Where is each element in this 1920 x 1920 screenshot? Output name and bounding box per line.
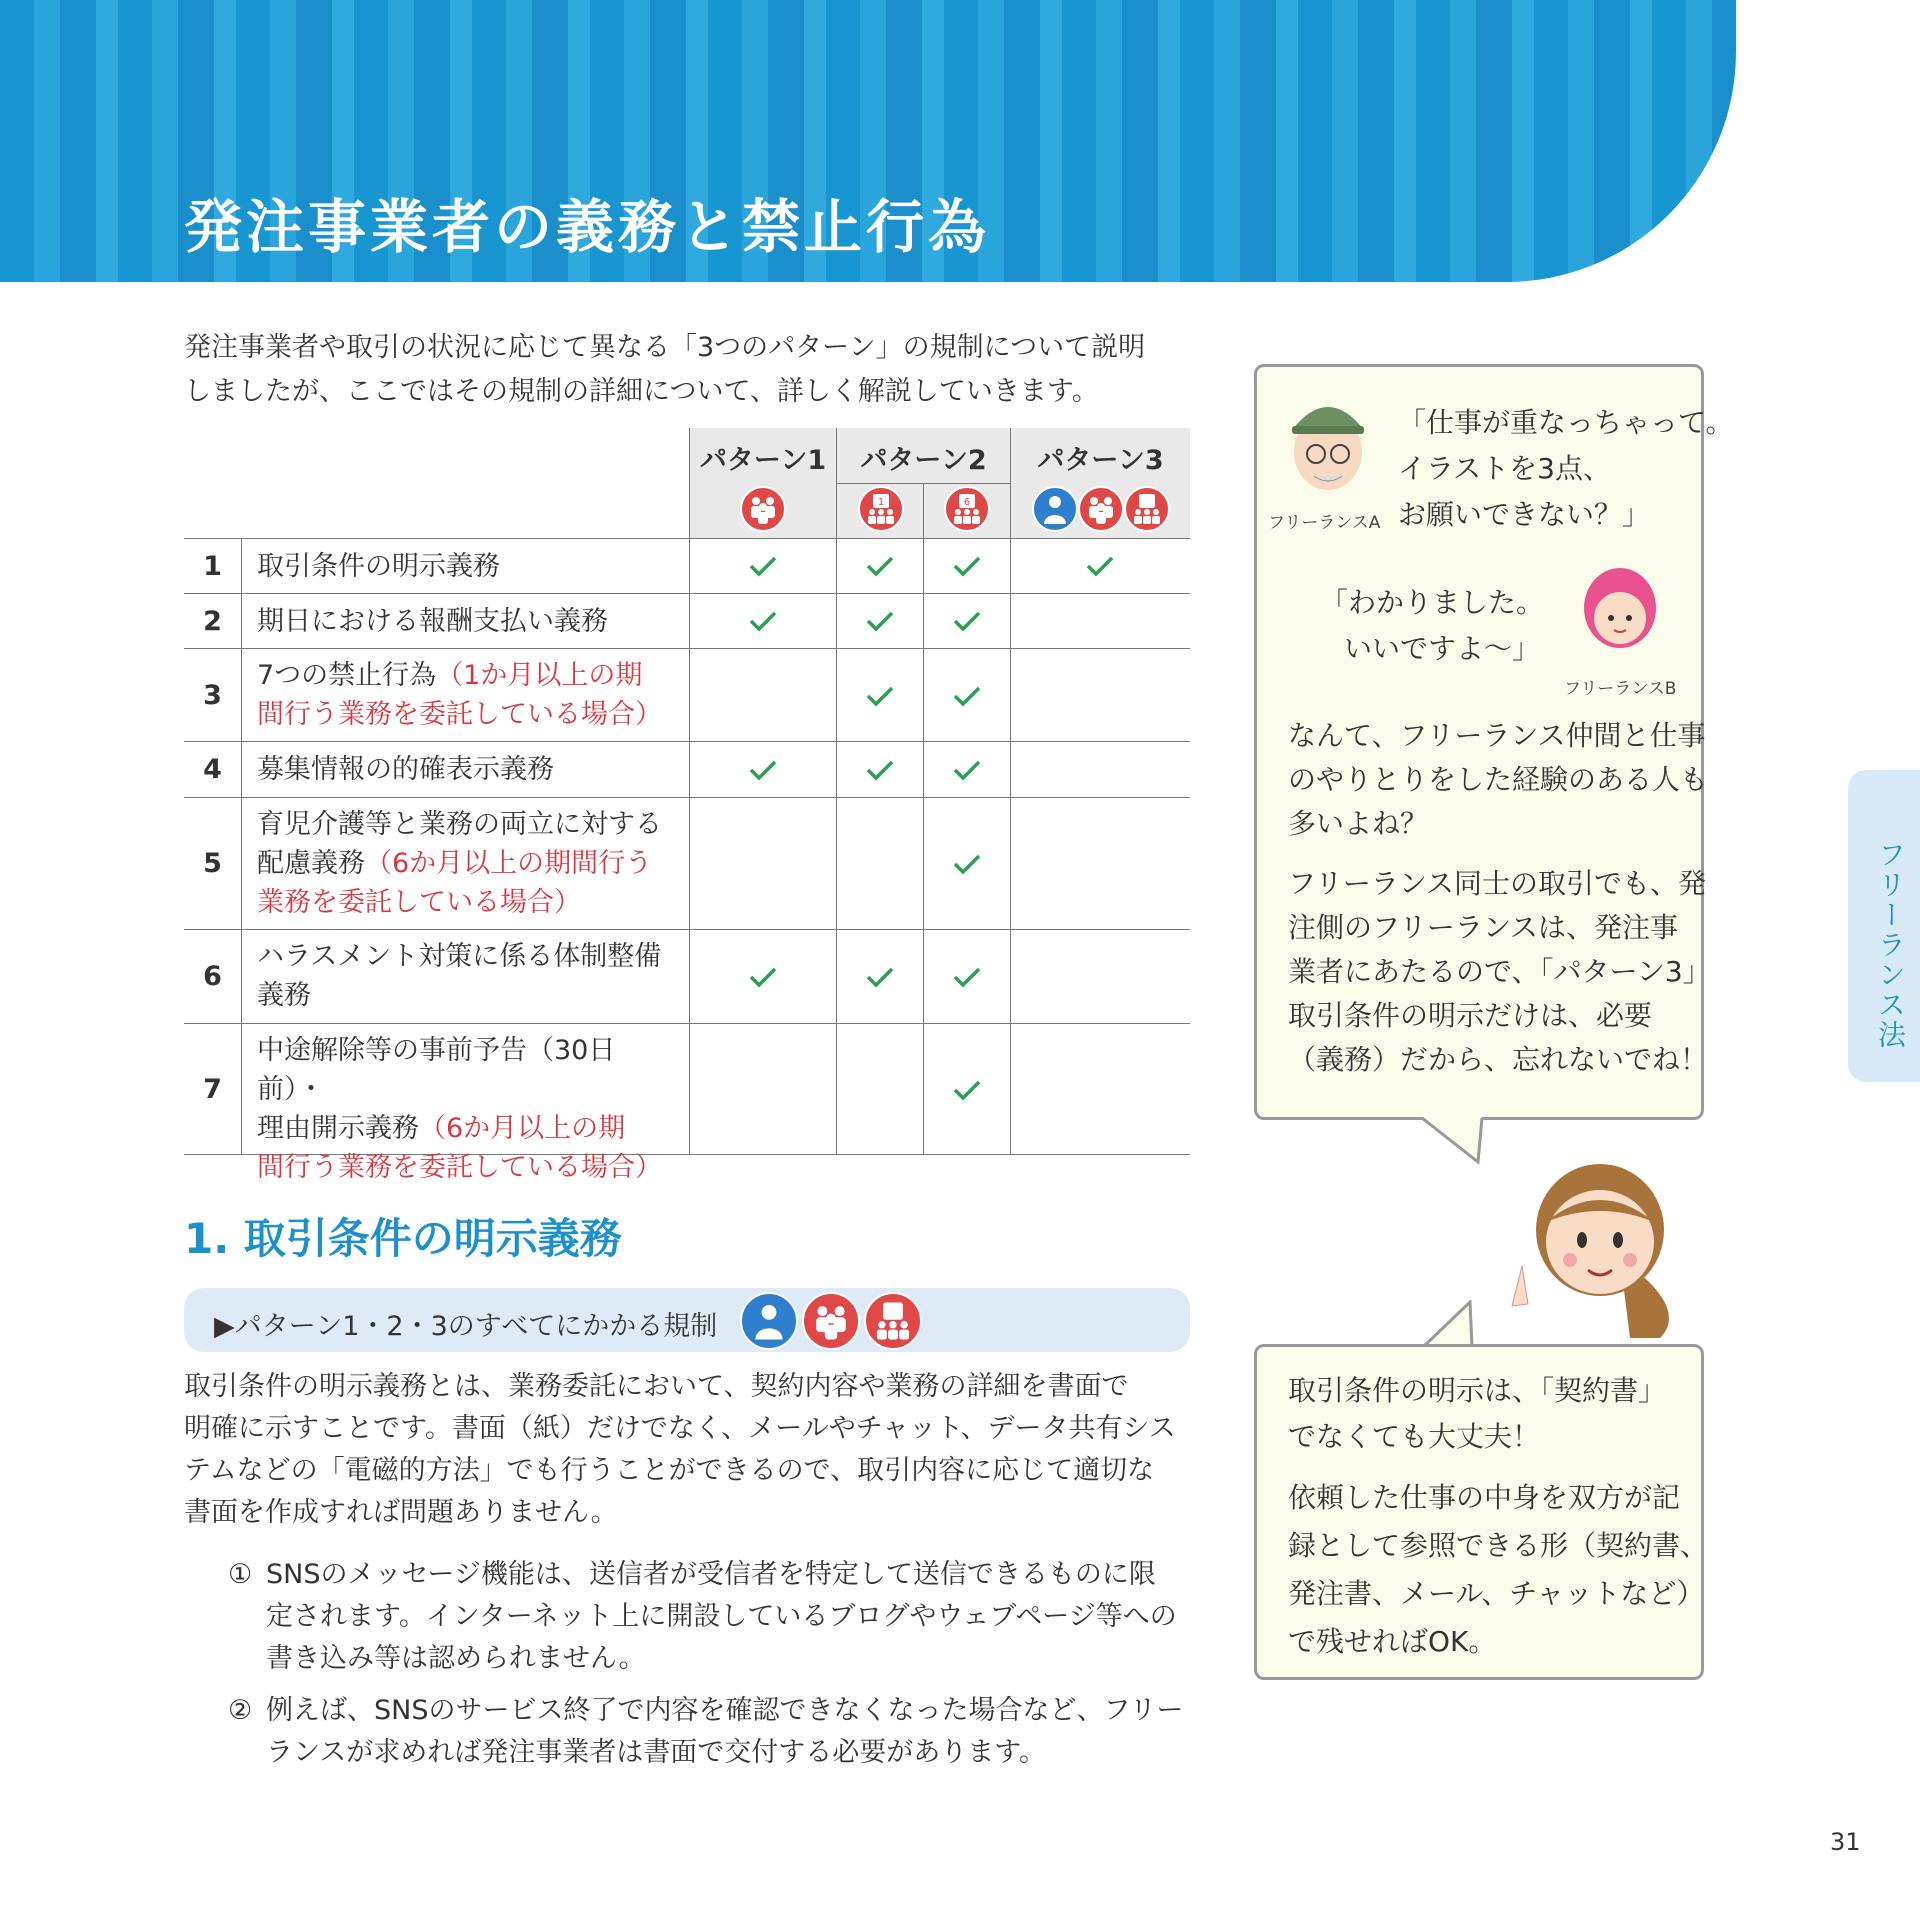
note-marker: ②: [228, 1695, 253, 1726]
intro-line: しましたが、ここではその規制の詳細について、詳しく解説していきます。: [184, 376, 1099, 407]
note-1: ① SNSのメッセージ機能は、送信者が受信者を特定して送信できるものに限 定されます。インターネット上に開設しているブログやウェブページ等への 書き込み等は認められません。: [228, 1554, 1190, 1680]
pattern-bar: [184, 1288, 1190, 1352]
check-icon: [952, 685, 982, 705]
row-number: 7: [203, 1073, 222, 1105]
calendar-group-icon: [864, 1292, 922, 1350]
row-number: 2: [203, 605, 222, 637]
quote-a: 「仕事が重なっちゃって。 イラストを3点、 お願いできない？」: [1398, 406, 1734, 531]
row-text: 7つの禁止行為（1か月以上の期 間行う業務を委託している場合）: [257, 660, 662, 730]
person-icon: [1032, 486, 1078, 532]
check-icon: [748, 555, 778, 575]
calendar-group-icon: [1124, 486, 1170, 532]
body-line: テムなどの「電磁的方法」でも行うことができるので、取引内容に応じて適切な: [184, 1455, 1155, 1486]
check-icon: [952, 966, 982, 986]
table-row: [184, 538, 1190, 593]
check-icon: [748, 966, 778, 986]
row-number: 4: [203, 754, 222, 785]
page-number: 31: [1830, 1828, 1861, 1856]
table-row: [184, 797, 1190, 929]
people-group-icon: [1078, 486, 1124, 532]
row-number: 1: [203, 550, 222, 582]
body-line: 明確に示すことです。書面（紙）だけでなく、メールやチャット、データ共有シス: [184, 1413, 1176, 1444]
pattern1-header: [689, 428, 836, 538]
body-line: 取引条件の明示義務とは、業務委託において、契約内容や業務の詳細を書面で: [184, 1371, 1129, 1402]
header-banner: [0, 0, 1736, 282]
people-group-icon: [740, 486, 786, 532]
side-tab-label: フリーランス法: [1874, 840, 1907, 1050]
pattern2-label: パターン2: [860, 445, 987, 476]
row-number: 3: [203, 679, 222, 711]
page-title: 発注事業者の義務と禁止行為: [184, 193, 991, 261]
check-icon: [865, 685, 895, 705]
row-number: 5: [203, 848, 222, 879]
bubble1-para1: なんて、フリーランス仲間と仕事 のやりとりをした経験のある人も 多いよね？: [1288, 719, 1709, 840]
row-text: 募集情報の的確表示義務: [257, 754, 554, 785]
quote-b: 「わかりました。 いいですよ〜」: [1320, 586, 1545, 665]
person-icon: [740, 1292, 798, 1350]
section-title: 1. 取引条件の明示義務: [184, 1214, 622, 1263]
pattern3-header: [1010, 428, 1190, 538]
table-row: [184, 593, 1190, 648]
table-header: [184, 428, 1190, 538]
table-row: [184, 929, 1190, 1023]
bubble-tail: [1420, 1116, 1490, 1166]
check-icon: [865, 966, 895, 986]
body-line: 書面を作成すれば問題ありません。: [184, 1497, 618, 1528]
bubble-tail: [1410, 1300, 1480, 1350]
pattern1-label: パターン1: [699, 445, 827, 476]
svg-text:1: 1: [877, 497, 884, 508]
check-icon: [952, 1079, 982, 1099]
pattern-label: ▶パターン1・2・3のすべてにかかる規制: [214, 1311, 718, 1342]
section-body: [184, 1366, 1194, 1534]
intro-text: [184, 326, 1194, 414]
people-group-icon: [802, 1292, 860, 1350]
check-icon: [952, 853, 982, 873]
pattern3-label: パターン3: [1037, 445, 1164, 476]
freelancer-b-illustration: [1570, 556, 1670, 656]
check-icon: [952, 759, 982, 779]
freelancer-a-illustration: [1278, 390, 1378, 500]
obligations-table: [184, 428, 1190, 1183]
intro-line: 発注事業者や取引の状況に応じて異なる「3つのパターン」の規制について説明: [184, 332, 1146, 363]
label-a: フリーランスA: [1268, 513, 1381, 533]
note-2: ② 例えば、SNSのサービス終了で内容を確認できなくなった場合など、フリー ランスが求めれば発注事業者は書面で交付する必要があります。: [228, 1690, 1190, 1774]
row-number: 6: [203, 961, 222, 992]
label-b: フリーランスB: [1564, 679, 1677, 699]
check-icon: [865, 759, 895, 779]
table-row: [184, 648, 1190, 741]
row-text: ハラスメント対策に係る体制整備 義務: [257, 941, 662, 1011]
bubble2-para1: 取引条件の明示は、「契約書」 でなくても大丈夫！: [1288, 1374, 1667, 1453]
row-text: 中途解除等の事前予告（30日前）・ 理由開示義務（6か月以上の期 間行う業務を委託している場合）: [257, 1035, 662, 1183]
pattern2-sub-b: [923, 483, 1010, 538]
note-marker: ①: [228, 1559, 253, 1590]
check-icon: [748, 610, 778, 630]
check-icon: [865, 555, 895, 575]
row-text: 期日における報酬支払い義務: [257, 606, 608, 637]
row-text: 育児介護等と業務の両立に対する 配慮義務（6か月以上の期間行う 業務を委託している場合）: [257, 809, 662, 918]
check-icon: [952, 555, 982, 575]
table-row: [184, 1023, 1190, 1183]
bubble1-para2: フリーランス同士の取引でも、発 注側のフリーランスは、発注事 業者にあたるので、「パターン3」 取引条件の明示だけは、必要 （義務）だから、忘れないでね！: [1288, 867, 1711, 1076]
row-text: 取引条件の明示義務: [257, 551, 500, 582]
table-row: [184, 741, 1190, 797]
svg-text:6: 6: [963, 497, 970, 508]
check-icon: [952, 610, 982, 630]
check-icon: [865, 610, 895, 630]
pattern2-sub-a: [836, 483, 923, 538]
bubble2-para2: 依頼した仕事の中身を双方が記 録として参照できる形（契約書、 発注書、メール、チャットなど） で残せればOK。: [1288, 1481, 1709, 1658]
side-tab[interactable]: [1848, 770, 1920, 1082]
narrator-illustration: [1500, 1138, 1700, 1338]
check-icon: [1085, 555, 1115, 575]
check-icon: [748, 759, 778, 779]
